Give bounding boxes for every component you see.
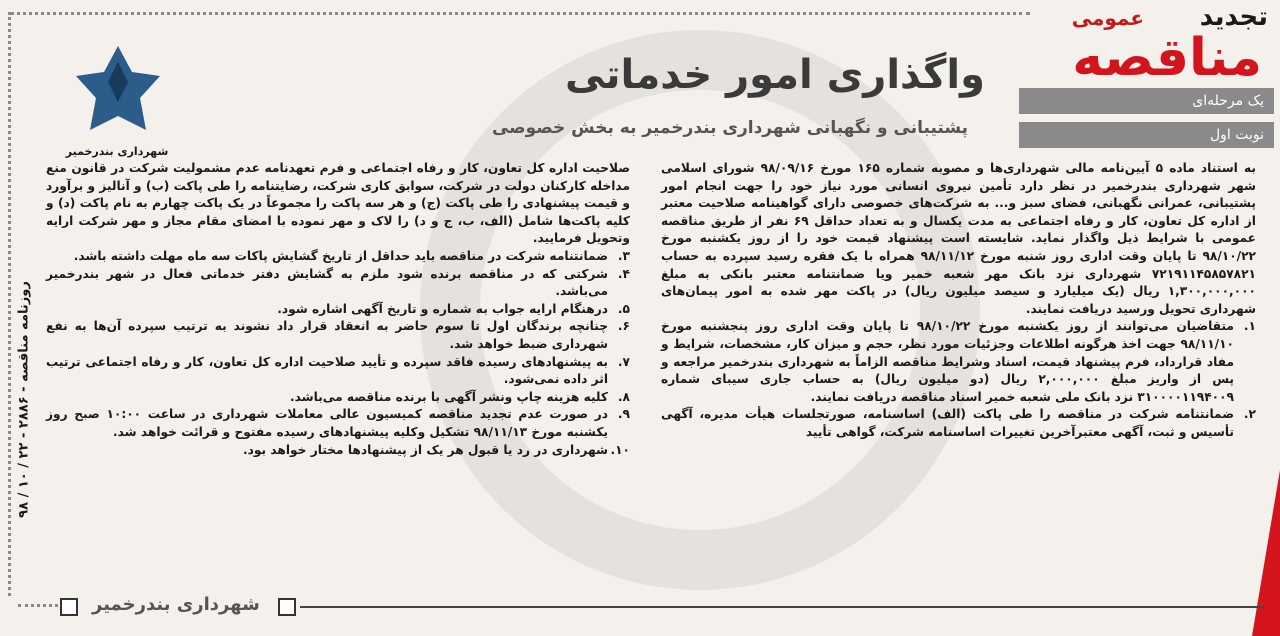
- intro-paragraph: به استناد ماده ۵ آیین‌نامه مالی شهرداری‌ها و مصوبه شماره ۱۶۵ مورخ ۹۸/۰۹/۱۶ شورای اسلامی شهر شهرداری بندرخمیر در نظر دارد تأمین نیروی انسانی مورد نیاز خود را جهت انجام امور پشتیبانی، عمرانی نگهبانی، فضای سبز و... به شرکت‌های خصوصی دارای گواهینامه صلاحیت معتبر از اداره کل تعاون، کار و رفاه اجتماعی به مدت یکسال و به تعداد حداقل ۶۹ نفر از طریق مناقصه عمومی با شرایط ذیل واگذار نماید. شایسته است پیشنهاد قیمت خود را از روز یکشنبه مورخ ۹۸/۱۰/۲۲ تا پایان وقت اداری روز شنبه مورخ ۹۸/۱۱/۱۲ همراه با یک فقره رسید سپرده به حساب ۷۲۱۹۱۱۴۵۸۵۷۸۲۱ شهرداری نزد بانک مهر شعبه خمیر ویا ضمانتنامه معتبر بانکی به مبلغ ۱,۳۰۰,۰۰۰,۰۰۰ ریال (یک میلیارد و سیصد میلیون ریال) در پاکت مهر شده به امور پیمان‌های شهرداری تحویل ورسید دریافت نمایند.: [661, 161, 1256, 316]
- item-number: ۹.: [617, 407, 630, 422]
- item-text: به پیشنهادهای رسیده فاقد سپرده و تأیید صلاحیت اداره کل تعاون، کار و رفاه اجتماعی ترتیب اثر داده نمی‌شود.: [46, 354, 608, 387]
- dotted-border-top: [10, 12, 1030, 15]
- item-number: ۸.: [617, 389, 630, 404]
- square-icon: [278, 598, 296, 616]
- item-text: ضمانتنامه شرکت در مناقصه باید حداقل از تاریخ گشایش پاکات سه ماه مهلت داشته باشد.: [73, 248, 608, 263]
- round-tab: نوبت اول: [1019, 122, 1274, 148]
- header-tajdid: تجدید: [1199, 2, 1268, 32]
- square-icon: [60, 598, 78, 616]
- item-number: ۷.: [617, 354, 630, 369]
- side-date-text: روزنامه مناقصه - ۲۸۸۶ - ۲۲ / ۱۰ / ۹۸: [16, 281, 32, 518]
- item-number: ۵.: [617, 301, 630, 316]
- item-number: ۱.: [1243, 319, 1256, 334]
- footer-dots: [18, 604, 58, 607]
- stage-tab: یک مرحله‌ای: [1019, 88, 1274, 114]
- list-item: [46, 248, 630, 266]
- dotted-border-left: [8, 12, 11, 596]
- page-subtitle: پشتیبانی و نگهبانی شهرداری بندرخمیر به بخش خصوصی: [491, 118, 969, 138]
- item-number: ۱۰.: [610, 442, 630, 457]
- list-item: [46, 266, 630, 301]
- side-date: [14, 222, 36, 582]
- right-column: [661, 160, 1256, 442]
- header-monaqese: مناقصه: [1072, 28, 1262, 88]
- logo-caption: شهرداری بندرخمیر: [65, 145, 169, 158]
- list-item: [46, 354, 630, 389]
- list-item: [46, 406, 630, 441]
- continuation-paragraph: صلاحیت اداره کل تعاون، کار و رفاه اجتماعی و فرم تعهدنامه عدم مشمولیت شرکت در قانون منع مداخله کارکنان دولت در شرکت، سوابق کاری شرکت، رضایتنامه را طی پاکت (ب) و آنالیز و برآورد و قیمت پیشنهادی را طی پاکت (ج) و هر سه پاکت را مجموعاً در یک پاکت چهارم به نام پاکت (د) و کلیه پاکت‌ها شامل (الف، ب، ج و د) را لاک و مهر نموده با امضای مقام مجاز و مهر شرکت ارایه وتحویل فرمایید.: [46, 161, 630, 246]
- item-text: کلیه هزینه چاپ ونشر آگهی با برنده مناقصه می‌باشد.: [289, 389, 608, 404]
- item-number: ۶.: [617, 319, 630, 334]
- header-omumi: عمومی: [1071, 6, 1144, 30]
- municipality-logo-icon: [70, 42, 166, 142]
- item-text: متقاضیان می‌توانند از روز یکشنبه مورخ ۹۸/۱۰/۲۲ تا پایان وقت اداری روز پنجشنبه مورخ ۹۸/۱۱/۱۰ جهت اخذ هرگونه اطلاعات وجزئیات مورد نظر، حجم و میزان کار، مشخصات، شرایط و مفاد قرارداد، فرم پیشنهاد قیمت، اسناد وشرایط مناقصه الزاماً به شهرداری بندرخمیر مراجعه و پس از واریز مبلغ ۲,۰۰۰,۰۰۰ ریال (دو میلیون ریال) به حساب جاری سیبای شماره ۳۱۰۰۰۰۱۱۹۴۰۰۹ نزد بانک ملی شعبه خمیر اسناد مناقصه دریافت نمایند.: [661, 319, 1234, 404]
- page-title: واگذاری امور خدماتی: [565, 52, 985, 98]
- footer-name: شهرداری بندرخمیر: [92, 594, 260, 615]
- list-item: [46, 442, 630, 460]
- item-text: ضمانتنامه شرکت در مناقصه را طی پاکت (الف) اساسنامه، صورتجلسات هیأت مدیره، آگهی تأسیس و ثبت، آگهی معتبرآخرین تغییرات اساسنامه شرکت، گواهی تأیید: [661, 407, 1234, 439]
- left-column: [46, 160, 630, 459]
- item-text: شهرداری در رد یا قبول هر یک از پیشنهادها مختار خواهد بود.: [243, 442, 608, 457]
- footer-line: [300, 606, 1264, 608]
- list-item: [661, 318, 1256, 406]
- item-text: شرکتی که در مناقصه برنده شود ملزم به گشایش دفتر خدماتی فعال در شهر بندرخمیر می‌باشد.: [46, 266, 608, 299]
- item-text: درهنگام ارایه جواب به شماره و تاریخ آگهی اشاره شود.: [277, 301, 608, 316]
- item-number: ۳.: [617, 248, 630, 263]
- tender-header: [1012, 2, 1274, 88]
- footer-bar: [8, 594, 1272, 620]
- item-text: چنانچه برندگان اول تا سوم حاضر به انعقاد قرار داد نشوند به ترتیب سپرده آن‌ها به نفع شهرداری ضبط خواهد شد.: [46, 319, 608, 351]
- item-number: ۴.: [617, 266, 630, 281]
- list-item: [46, 301, 630, 319]
- list-item: [46, 318, 630, 353]
- item-number: ۲.: [1243, 407, 1256, 422]
- item-text: در صورت عدم تجدید مناقصه کمیسیون عالی معاملات شهرداری در ساعت ۱۰:۰۰ صبح روز یکشنبه مورخ ۹۸/۱۱/۱۳ تشکیل وکلیه پیشنهادهای رسیده مفتوح و قرائت خواهد شد.: [46, 407, 608, 439]
- list-item: [661, 406, 1256, 441]
- list-item: [46, 389, 630, 407]
